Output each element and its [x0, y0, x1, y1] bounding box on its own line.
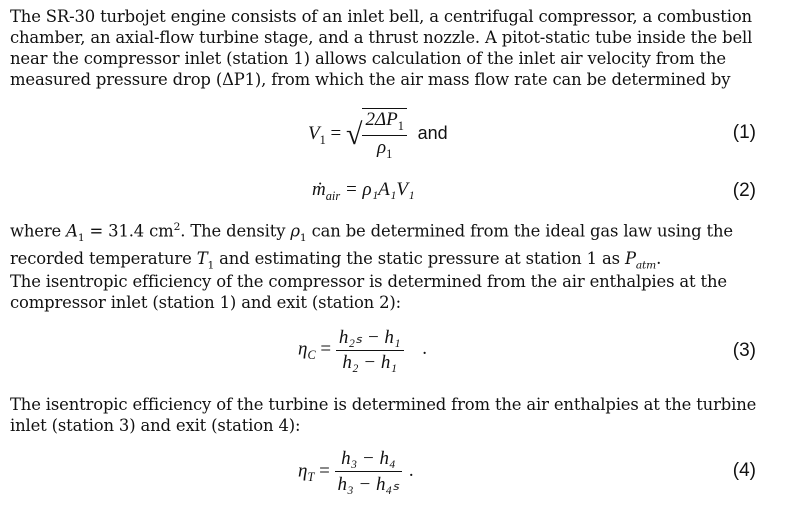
sqrt-sign-icon: √: [346, 117, 363, 151]
eq3-fraction: $\frac{\text{h₂ₛ − h₁}}{\text{h₂ − h₁}}$: [336, 326, 404, 374]
eq1-fraction: $\frac{2\Delta P_1}{\rho_1}$: [362, 108, 406, 162]
turbine-paragraph: The isentropic efficiency of the turbine is determined from the air enthalpies at the turbine inlet (station 3) and exit (station 4):: [10, 395, 757, 435]
equation-4: $\eta_T$ = $\frac{\text{h₃ − h₄}}{\text{h₃ − h₄ₛ}}$ .: [298, 448, 414, 495]
equation-3: $\eta_C$ = $\frac{\text{h₂ₛ − h₁}}{\text{h₂ − h₁}}$ .: [298, 327, 428, 373]
eq2-number: (2): [732, 180, 756, 201]
equation-1: $V_1$ = √ $\frac{2\Delta P_1}{\rho_1}$ and: [308, 109, 448, 161]
equation-2: ṁ$_{air}$ = ρ₁A₁V₁: [312, 179, 415, 203]
eq1-lhs: $V_1$: [308, 123, 326, 147]
eq1-connector: and: [417, 123, 448, 144]
eq4-fraction: $\frac{\text{h₃ − h₄}}{\text{h₃ − h₄ₛ}}$: [335, 448, 403, 496]
eq3-number: (3): [732, 340, 756, 361]
eq4-number: (4): [732, 460, 756, 481]
density-paragraph: where $A_1 = 31.4$ $cm^2$. The density $\rho_1$ can be determined from the ideal gas law using the recorded temperature $T_1$ and estimating the static pressure at station 1 as $P_{atm}$.: [10, 220, 733, 272]
eq1-number: (1): [732, 122, 756, 143]
compressor-paragraph: The isentropic efficiency of the compressor is determined from the air enthalpies at the compressor inlet (station 1) and exit (station 2):: [10, 272, 727, 312]
intro-paragraph: The SR-30 turbojet engine consists of an inlet bell, a centrifugal compressor, a combustion chamber, an axial-flow turbine stage, and a thrust nozzle. A pitot-static tube inside the bell near the compressor inlet (station 1) allows calculation of the inlet air velocity from the measured pressure drop (ΔP1), from which the air mass flow rate can be determined by: [10, 7, 753, 89]
